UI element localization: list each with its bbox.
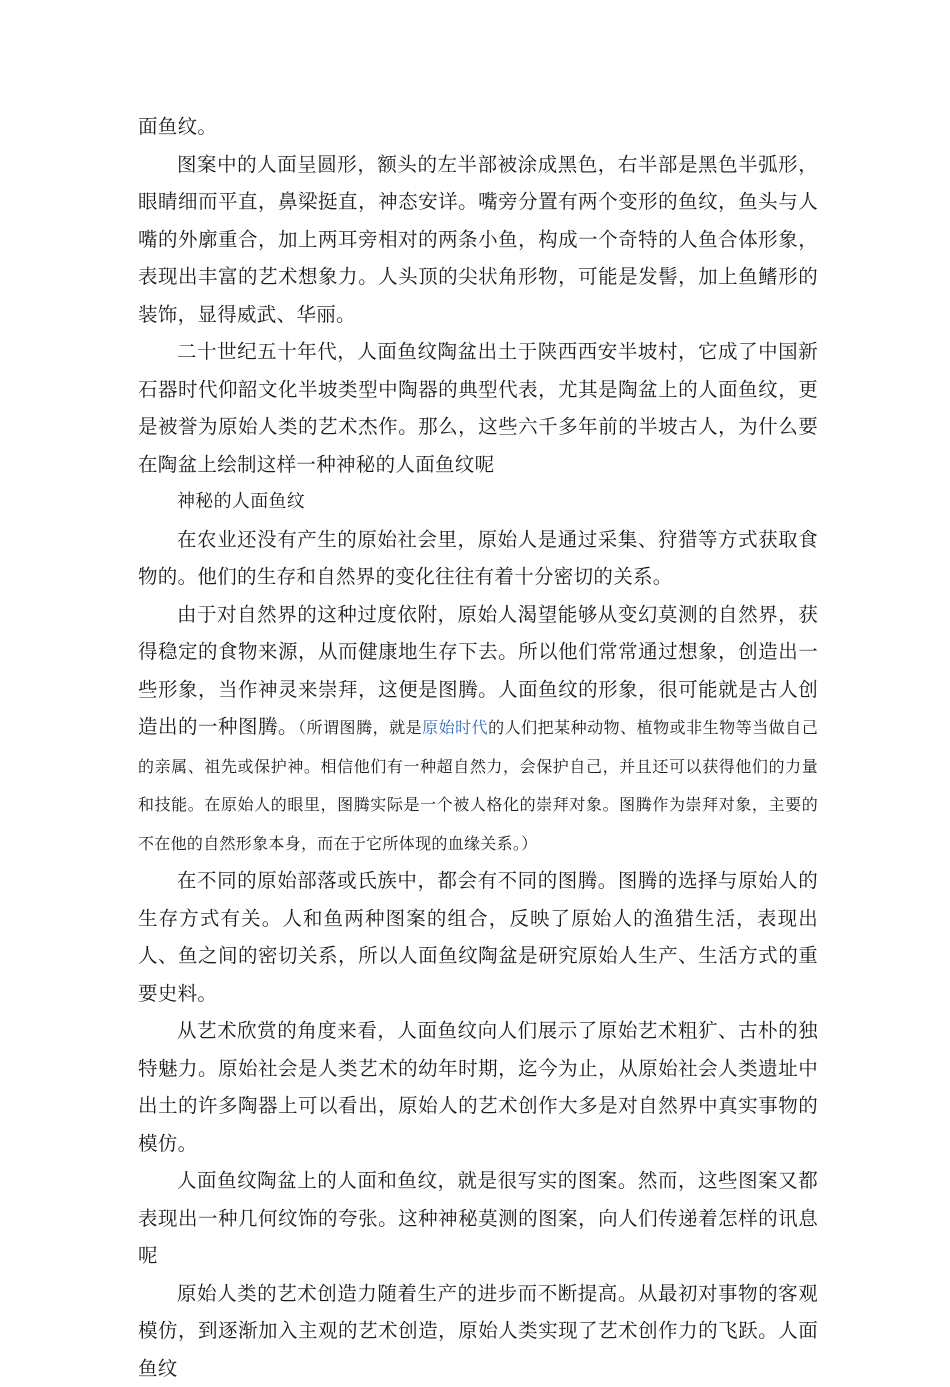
paragraph-primitive-society: 在农业还没有产生的原始社会里，原始人是通过采集、狩猎等方式获取食物的。他们的生存和自然界的变化往往有着十分密切的关系。 [138,521,818,596]
primitive-era-link[interactable]: 原始时代 [422,718,488,737]
paragraph-continuation: 面鱼纹。 [138,108,818,146]
paragraph-tribes: 在不同的原始部落或氏族中，都会有不同的图腾。图腾的选择与原始人的生存方式有关。人和鱼两种图案的组合，反映了原始人的渔猎生活，表现出人、鱼之间的密切关系，所以人面鱼纹陶盆是研究原始人生产、生活方式的重要史料。 [138,862,818,1012]
totem-text: 由于对自然界的这种过度依附，原始人渴望能够从变幻莫测的自然界，获得稳定的食物来源，从而健康地生存下去。所以他们常常通过想象，创造出一些形象，当作神灵来崇拜，这便是图腾。人面鱼纹的形象，很可能就是古人创造出的一种图腾。 [138,603,818,739]
paragraph-art-appreciation: 从艺术欣赏的角度来看，人面鱼纹向人们展示了原始艺术粗犷、古朴的独特魅力。原始社会是人类艺术的幼年时期，迄今为止，从原始社会人类遗址中出土的许多陶器上可以看出，原始人的艺术创作大多是对自然界中真实事物的模仿。 [138,1012,818,1162]
note-text-before: （所谓图腾，就是 [298,718,422,737]
totem-note [138,718,818,853]
paragraph-face-description: 图案中的人面呈圆形，额头的左半部被涂成黑色，右半部是黑色半弧形，眼睛细而平直，鼻梁挺直，神态安详。嘴旁分置有两个变形的鱼纹，鱼头与人嘴的外廓重合，加上两耳旁相对的两条小鱼，构成一个奇特的人鱼合体形象，表现出丰富的艺术想象力。人头顶的尖状角形物，可能是发髻，加上鱼鳍形的装饰，显得威武、华丽。 [138,146,818,334]
paragraph-creativity: 原始人类的艺术创造力随着生产的进步而不断提高。从最初对事物的客观模仿，到逐渐加入主观的艺术创造，原始人类实现了艺术创作力的飞跃。人面鱼纹 [138,1275,818,1387]
section-heading: 神秘的人面鱼纹 [138,483,818,521]
paragraph-totem [138,596,818,863]
paragraph-realistic-pattern: 人面鱼纹陶盆上的人面和鱼纹，就是很写实的图案。然而，这些图案又都表现出一种几何纹饰的夸张。这种神秘莫测的图案，向人们传递着怎样的讯息呢 [138,1162,818,1275]
note-text-after: 的人们把某种动物、植物或非生物等当做自己的亲属、祖先或保护神。相信他们有一种超自然力，会保护自己，并且还可以获得他们的力量和技能。在原始人的眼里，图腾实际是一个被人格化的崇拜对象。图腾作为崇拜对象，主要的不在他的自然形象本身，而在于它所体现的血缘关系。） [138,718,818,853]
document-body [138,108,818,1387]
paragraph-excavation: 二十世纪五十年代，人面鱼纹陶盆出土于陕西西安半坡村，它成了中国新石器时代仰韶文化半坡类型中陶器的典型代表，尤其是陶盆上的人面鱼纹，更是被誉为原始人类的艺术杰作。那么，这些六千多年前的半坡古人，为什么要在陶盆上绘制这样一种神秘的人面鱼纹呢 [138,333,818,483]
